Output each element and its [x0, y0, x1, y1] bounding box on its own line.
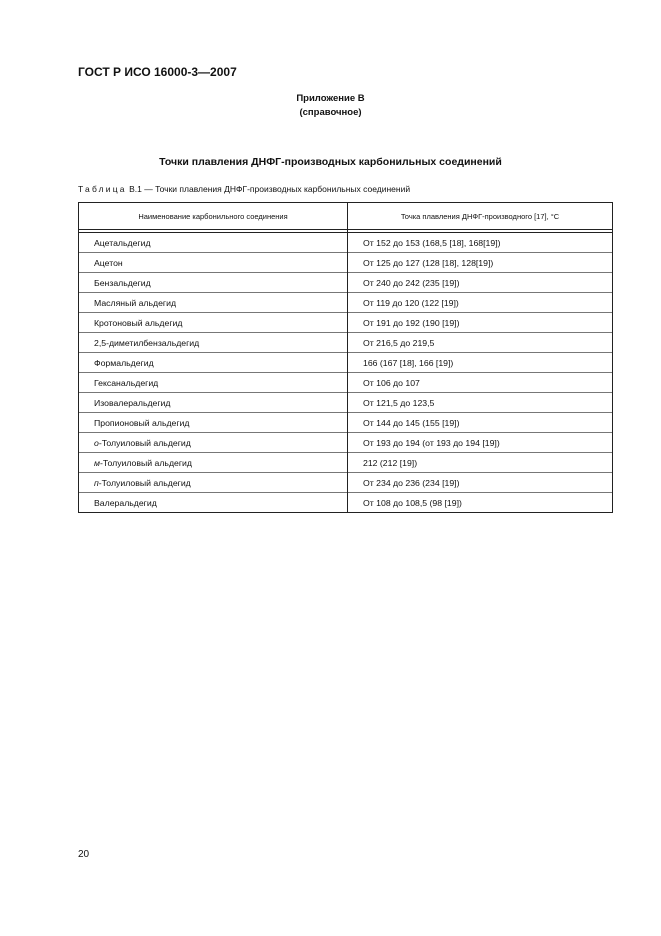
compound-name-cell	[79, 313, 348, 333]
melting-point-cell: От 193 до 194 (от 193 до 194 [19])	[348, 433, 613, 453]
column-header-name: Наименование карбонильного соединения	[79, 203, 348, 230]
table-row	[79, 233, 613, 253]
table-row	[79, 413, 613, 433]
table-row	[79, 433, 613, 453]
annex-note: (справочное)	[299, 107, 362, 118]
melting-points-table	[78, 202, 613, 513]
melting-point-cell: От 152 до 153 (168,5 [18], 168[19])	[348, 233, 613, 253]
compound-name: Валеральдегид	[94, 497, 157, 508]
compound-name-cell	[79, 333, 348, 353]
melting-point-cell: От 108 до 108,5 (98 [19])	[348, 493, 613, 513]
melting-point-cell: От 216,5 до 219,5	[348, 333, 613, 353]
compound-name-cell	[79, 473, 348, 493]
page-number: 20	[78, 849, 90, 860]
compound-name: 2,5-диметилбензальдегид	[94, 337, 200, 348]
isomer-prefix: м	[94, 457, 100, 468]
melting-point-cell: От 125 до 127 (128 [18], 128[19])	[348, 253, 613, 273]
compound-name-cell	[79, 293, 348, 313]
compound-name: Ацетальдегид	[94, 237, 151, 248]
melting-point-cell: От 240 до 242 (235 [19])	[348, 273, 613, 293]
compound-name: -Толуиловый альдегид	[98, 437, 191, 448]
melting-point-cell: От 119 до 120 (122 [19])	[348, 293, 613, 313]
compound-name: Бензальдегид	[94, 277, 151, 288]
melting-point-cell: 212 (212 [19])	[348, 453, 613, 473]
table-row	[79, 373, 613, 393]
compound-name-cell	[79, 353, 348, 373]
isomer-prefix: о	[94, 437, 99, 448]
table-row	[79, 473, 613, 493]
table-row	[79, 313, 613, 333]
compound-name: Кротоновый альдегид	[94, 317, 183, 328]
isomer-prefix: п	[94, 477, 99, 488]
melting-point-cell: От 234 до 236 (234 [19])	[348, 473, 613, 493]
section-title: Точки плавления ДНФГ-производных карбонильных соединений	[159, 156, 502, 168]
compound-name: -Толуиловый альдегид	[99, 457, 192, 468]
compound-name-cell	[79, 233, 348, 253]
compound-name: Изовалеральдегид	[94, 397, 171, 408]
compound-name-cell	[79, 273, 348, 293]
table-row	[79, 353, 613, 373]
compound-name: Формальдегид	[94, 357, 154, 368]
compound-name: Гексанальдегид	[94, 377, 159, 388]
document-header: ГОСТ Р ИСО 16000-3—2007	[78, 65, 237, 79]
compound-name: Ацетон	[94, 257, 123, 268]
compound-name-cell	[79, 433, 348, 453]
compound-name-cell	[79, 393, 348, 413]
table-row	[79, 273, 613, 293]
compound-name-cell	[79, 253, 348, 273]
melting-point-cell: 166 (167 [18], 166 [19])	[348, 353, 613, 373]
compound-name: Масляный альдегид	[94, 297, 177, 308]
table-row	[79, 333, 613, 353]
melting-point-cell: От 106 до 107	[348, 373, 613, 393]
table-caption-text: В.1 — Точки плавления ДНФГ-производных карбонильных соединений	[129, 184, 411, 194]
annex-title: Приложение В	[296, 93, 365, 104]
table-body	[79, 233, 613, 513]
compound-name-cell	[79, 373, 348, 393]
compound-name-cell	[79, 493, 348, 513]
table-header-row	[79, 203, 613, 230]
table-row	[79, 393, 613, 413]
table-row	[79, 253, 613, 273]
melting-point-cell: От 121,5 до 123,5	[348, 393, 613, 413]
table-row	[79, 453, 613, 473]
melting-point-cell: От 191 до 192 (190 [19])	[348, 313, 613, 333]
table-caption	[78, 184, 410, 194]
compound-name: -Толуиловый альдегид	[98, 477, 191, 488]
compound-name-cell	[79, 453, 348, 473]
column-header-melting-point: Точка плавления ДНФГ-производного [17], °С	[348, 203, 613, 230]
table-row	[79, 293, 613, 313]
melting-point-cell: От 144 до 145 (155 [19])	[348, 413, 613, 433]
compound-name: Пропионовый альдегид	[94, 417, 190, 428]
table-caption-prefix: Таблица	[78, 184, 127, 194]
table-row	[79, 493, 613, 513]
compound-name-cell	[79, 413, 348, 433]
